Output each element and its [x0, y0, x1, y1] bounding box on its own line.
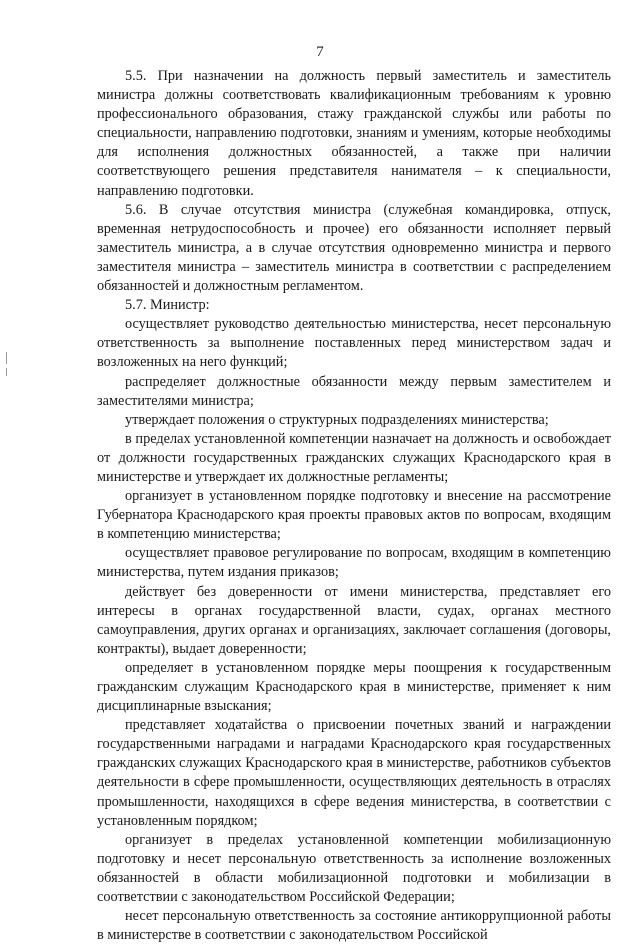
paragraph-5-6: 5.6. В случае отсутствия министра (служебная командировка, отпуск, временная нетрудоспособность и прочее) его обязанности исполняет первый заместитель министра, а в случае отсутствия одновременно министра и первого заместителя министра – заместитель министра в соответствии с распределением обязанностей и должностным регламентом.	[97, 201, 611, 295]
duty-item: определяет в установленном порядке меры поощрения к государственным гражданским служащим Краснодарского края в министерстве, применяет к ним дисциплинарные взыскания;	[97, 659, 611, 715]
margin-mark	[6, 368, 7, 376]
document-body	[97, 67, 611, 945]
duty-item: представляет ходатайства о присвоении почетных званий и награждении государственными наградами и наградами Краснодарского края государственных гражданских служащих Краснодарского края в министерстве, работников субъектов деятельности в сфере промышленности, осуществляющих деятельность в отраслях промышленности, находящихся в сфере ведения министерства, в соответствии с установленным порядком;	[97, 717, 611, 829]
margin-mark	[6, 352, 7, 364]
duty-item: организует в установленном порядке подготовку и внесение на рассмотрение Губернатора Краснодарского края проекты правовых актов по вопросам, входящим в компетенцию министерства;	[97, 488, 611, 543]
duty-item: распределяет должностные обязанности между первым заместителем и заместителями министра;	[97, 373, 611, 409]
duty-item: осуществляет руководство деятельностью министерства, несет персональную ответственность за выполнение поставленных перед министерством задач и возложенных на него функций;	[97, 316, 611, 371]
duty-item: в пределах установленной компетенции назначает на должность и освобождает от должности государственных гражданских служащих Краснодарского края в министерстве и утверждает их должностные регламенты;	[97, 430, 611, 485]
duty-item: несет персональную ответственность за состояние антикоррупционной работы в министерстве в соответствии с законодательством Российской	[97, 908, 611, 944]
duty-item: действует без доверенности от имени министерства, представляет его интересы в органах государственной власти, судах, органах местного самоуправления, других органах и организациях, заключает соглашения (договоры, контракты), выдает доверенности;	[97, 583, 611, 657]
duty-item: утверждает положения о структурных подразделениях министерства;	[125, 411, 549, 428]
duty-item: осуществляет правовое регулирование по вопросам, входящим в компетенцию министерства, путем издания приказов;	[97, 545, 611, 581]
duty-item: организует в пределах установленной компетенции мобилизационную подготовку и несет персональную ответственность за исполнение возложенных обязанностей в области мобилизационной подготовки и мобилизации в соответствии с законодательством Российской Федерации;	[97, 831, 611, 906]
page-number: 7	[316, 44, 324, 60]
paragraph-5-5: 5.5. При назначении на должность первый заместитель и заместитель министра должны соответствовать квалификационным требованиям к уровню профессионального образования, стажу гражданской службы или работы по специальности, направлению подготовки, знаниям и умениям, которые необходимы для исполнения должностных обязанностей, а также при наличии соответствующего решения представителя нанимателя – к специальности, направлению подготовки.	[97, 68, 611, 199]
paragraph-5-7-heading: 5.7. Министр:	[125, 297, 210, 314]
